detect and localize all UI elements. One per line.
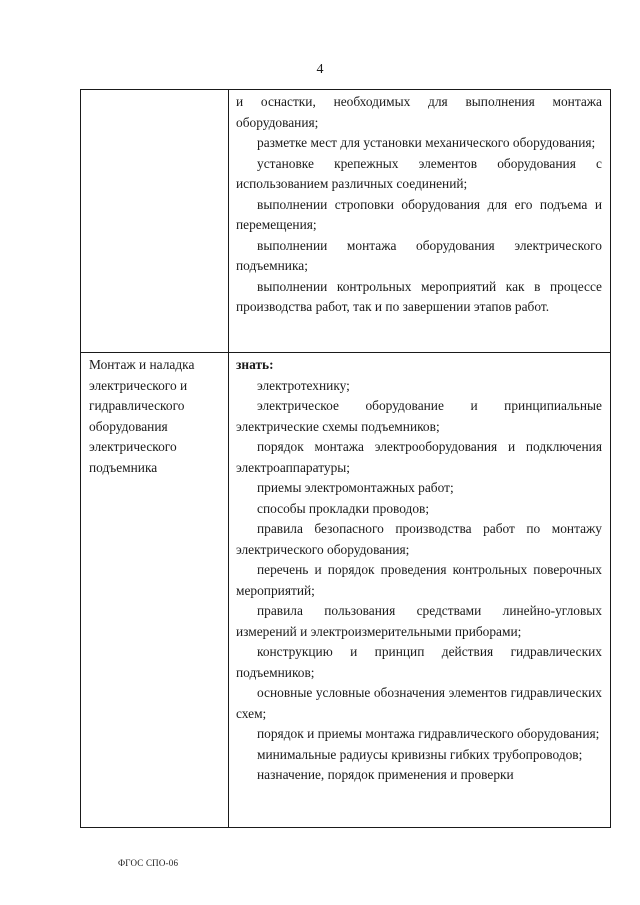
list-item: и оснастки, необходимых для выполнения монтажа оборудования; [236, 94, 602, 130]
module-title: Монтаж и наладка электрического и гидравлического оборудования электрического подъемника [81, 353, 229, 828]
list-item: порядок монтажа электрооборудования и подключения электроаппаратуры; [236, 439, 602, 475]
competency-table [80, 89, 611, 828]
list-item: разметке мест для установки механического оборудования; [257, 135, 596, 150]
table-row [81, 353, 611, 828]
list-item: назначение, порядок применения и проверки [257, 767, 514, 782]
list-item: электротехнику; [257, 377, 350, 393]
list-item: правила безопасного производства работ по монтажу электрического оборудования; [236, 521, 602, 557]
list-item: основные условные обозначения элементов гидравлических схем; [236, 685, 602, 721]
table-cell-skills [229, 90, 611, 353]
list-item: приемы электромонтажных работ; [257, 480, 454, 495]
list-item: перечень и порядок проведения контрольных поверочных мероприятий; [236, 562, 602, 598]
page-number: 4 [316, 62, 324, 77]
list-item: порядок и приемы монтажа гидравлического оборудования; [257, 726, 600, 741]
footer-label: ФГОС СПО-06 [118, 858, 179, 868]
list-item: выполнении контрольных мероприятий как в процессе производства работ, так и по завершении этапов работ. [236, 278, 602, 314]
table-cell-empty [81, 90, 229, 353]
table-cell-knowledge [229, 353, 611, 828]
list-item: установке крепежных элементов оборудования с использованием различных соединений; [236, 155, 602, 191]
list-item: выполнении строповки оборудования для его подъема и перемещения; [236, 196, 602, 232]
table-row [81, 90, 611, 353]
list-item: конструкцию и принцип действия гидравлических подъемников; [236, 644, 602, 680]
list-item: способы прокладки проводов; [257, 500, 430, 516]
list-item: правила пользования средствами линейно-угловых измерений и электроизмерительными приборами; [236, 603, 602, 639]
list-item: выполнении монтажа оборудования электрического подъемника; [236, 237, 602, 273]
list-item: электрическое оборудование и принципиальные электрические схемы подъемников; [236, 398, 602, 434]
list-item: минимальные радиусы кривизны гибких трубопроводов; [257, 746, 583, 762]
knowledge-heading: знать: [236, 357, 274, 372]
